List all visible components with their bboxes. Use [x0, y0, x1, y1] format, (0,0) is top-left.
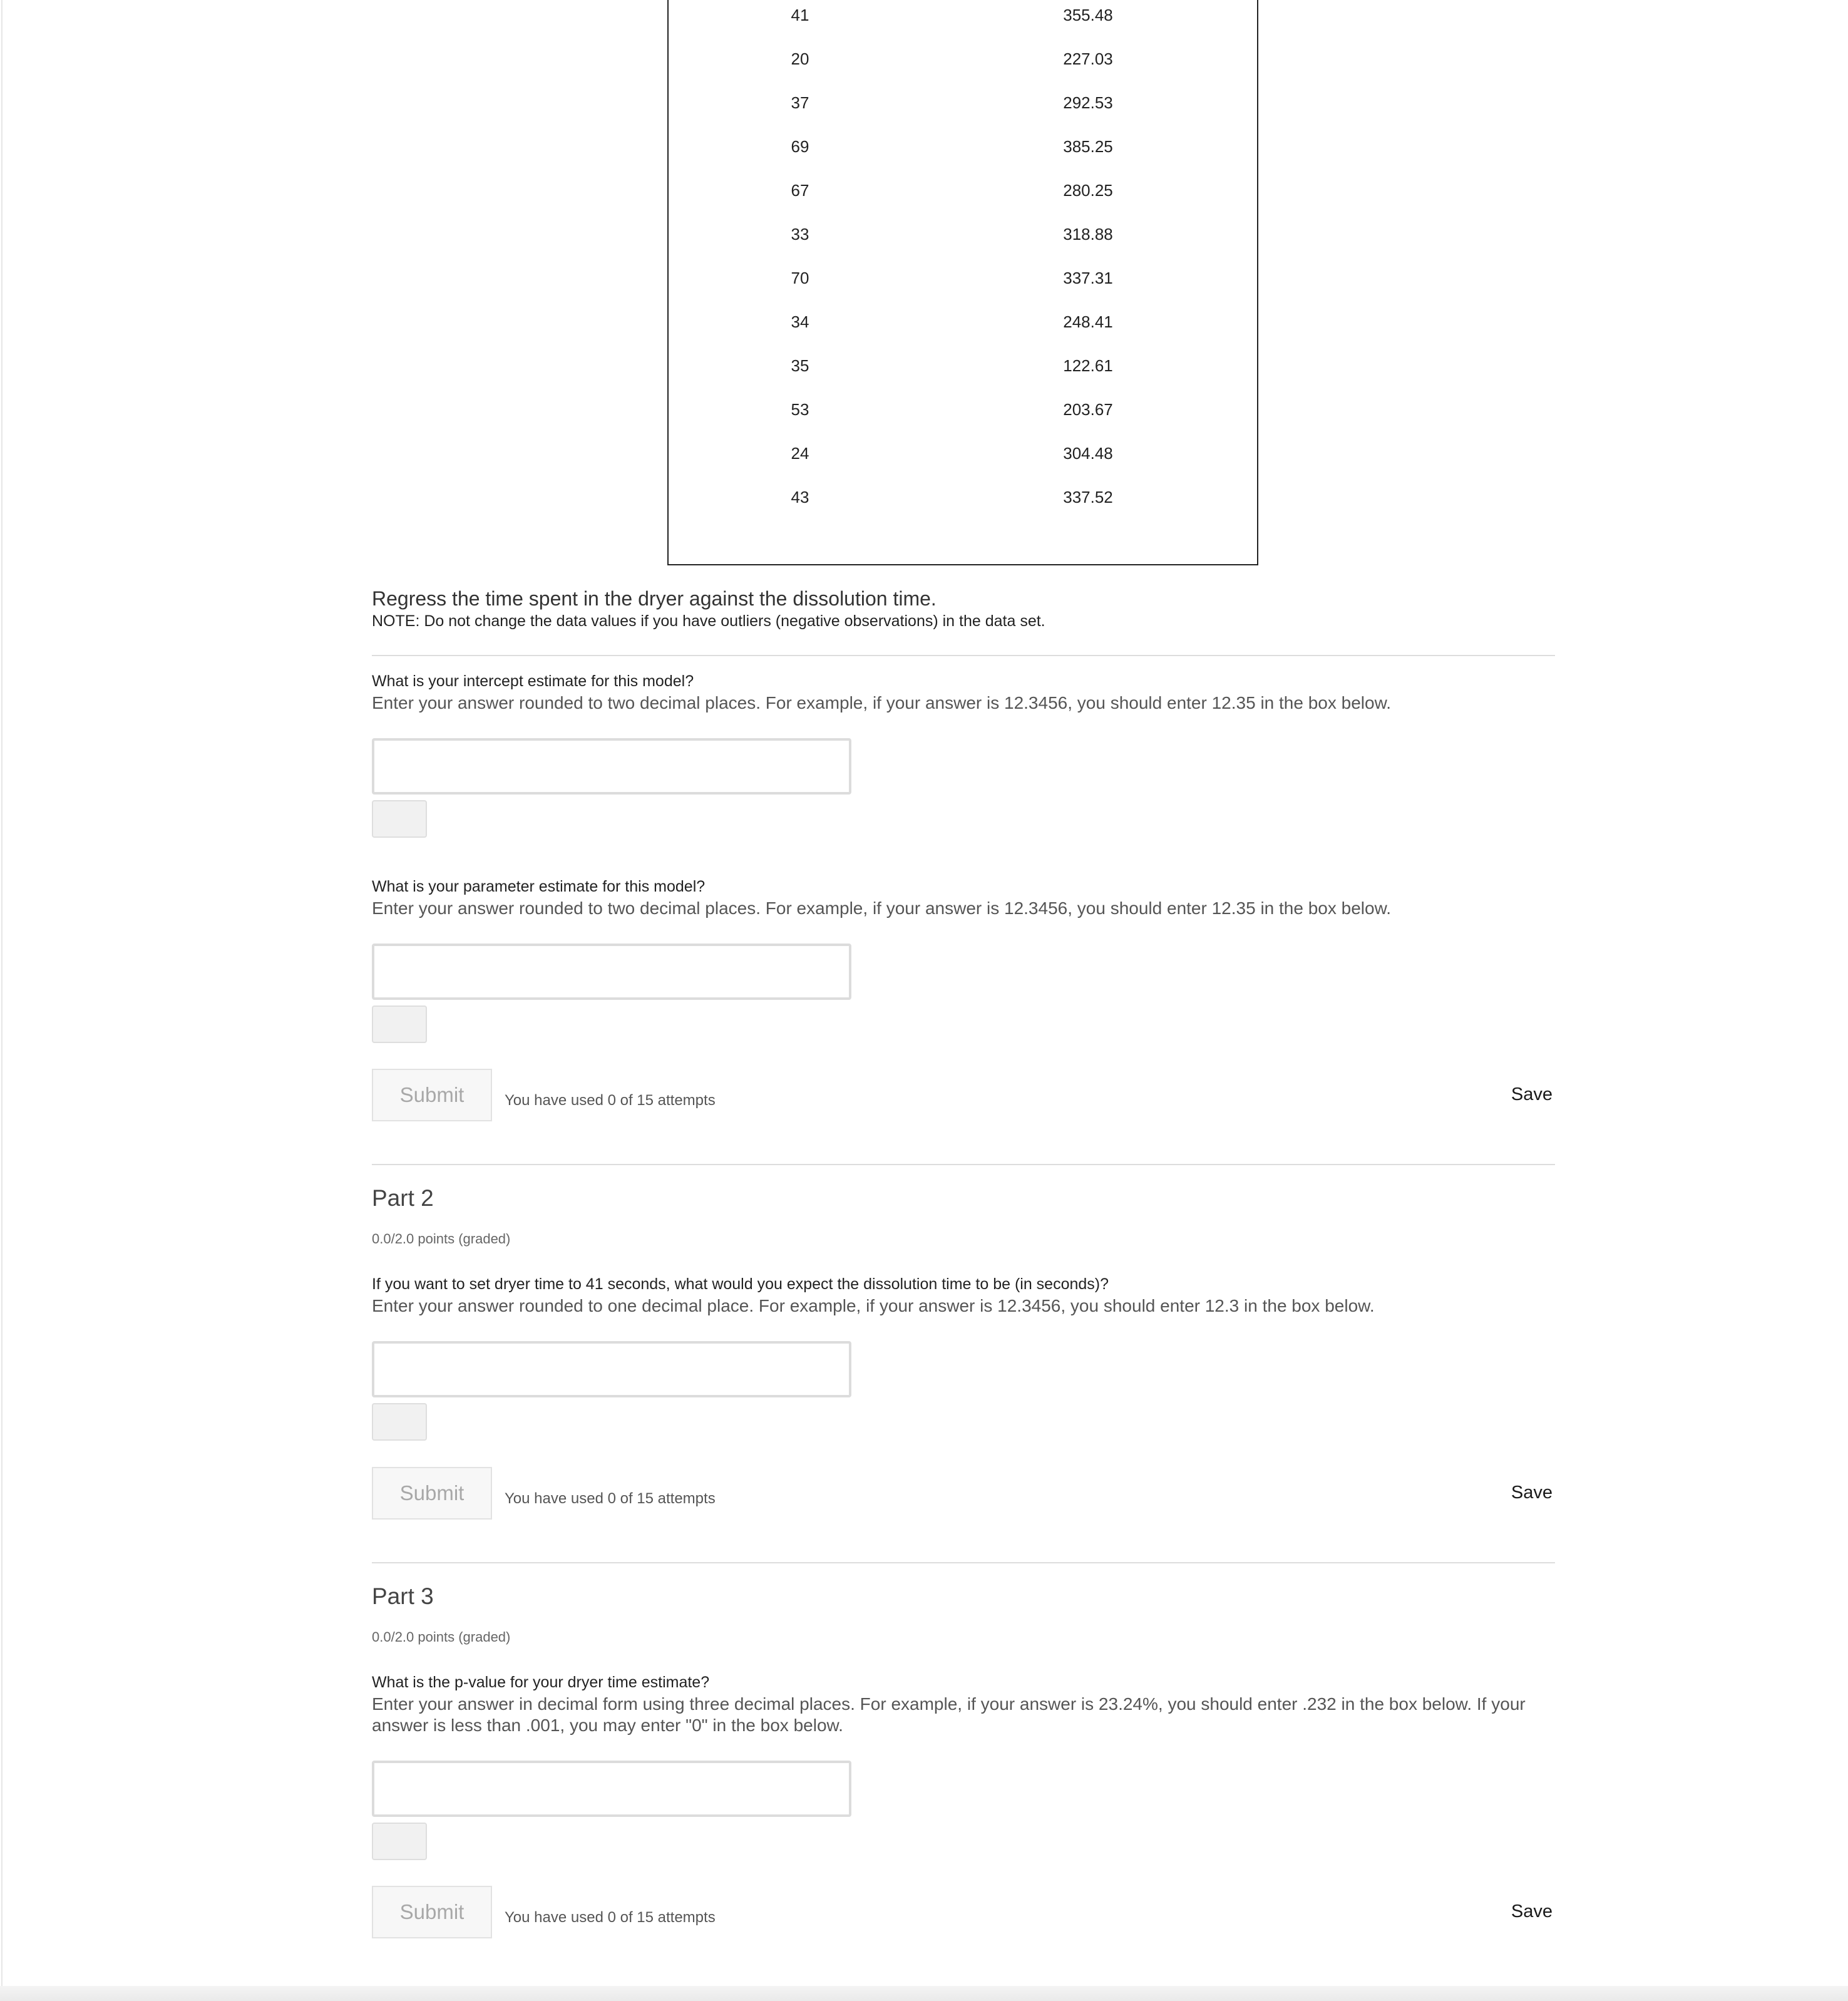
dissolution-time-cell: 203.67 — [1063, 400, 1113, 419]
problem-instruction: Regress the time spent in the dryer against the dissolution time. — [372, 587, 937, 610]
dissolution-time-cell: 304.48 — [1063, 444, 1113, 463]
dissolution-time-cell: 292.53 — [1063, 93, 1113, 112]
part-2-points: 0.0/2.0 points (graded) — [372, 1231, 511, 1247]
dryer-time-cell: 35 — [791, 356, 809, 375]
submit-button[interactable]: Submit — [372, 1467, 492, 1520]
dryer-time-cell: 33 — [791, 225, 809, 244]
p-value-question: What is the p-value for your dryer time estimate? — [372, 1674, 710, 1691]
table-row — [669, 90, 1257, 115]
dryer-time-cell: 41 — [791, 6, 809, 24]
submit-button[interactable]: Submit — [372, 1886, 492, 1938]
save-button[interactable]: Save — [1511, 1483, 1553, 1503]
dryer-time-cell: 67 — [791, 181, 809, 200]
table-row — [669, 222, 1257, 247]
part-2-title: Part 2 — [372, 1185, 434, 1211]
dryer-time-cell: 69 — [791, 137, 809, 156]
attempts-counter: You have used 0 of 15 attempts — [505, 1092, 716, 1109]
table-row — [669, 353, 1257, 378]
dissolution-time-cell: 280.25 — [1063, 181, 1113, 200]
intercept-question: What is your intercept estimate for this model? — [372, 672, 694, 690]
table-row — [669, 485, 1257, 510]
dryer-time-cell: 34 — [791, 312, 809, 331]
attempts-counter: You have used 0 of 15 attempts — [505, 1490, 716, 1507]
parameter-answer-input[interactable] — [372, 944, 851, 1000]
dryer-time-cell: 37 — [791, 93, 809, 112]
dissolution-time-cell: 337.31 — [1063, 269, 1113, 287]
dissolution-time-cell: 385.25 — [1063, 137, 1113, 156]
intercept-answer-input[interactable] — [372, 738, 851, 795]
table-row — [669, 441, 1257, 466]
attempts-counter: You have used 0 of 15 attempts — [505, 1909, 716, 1926]
bottom-bar — [0, 1986, 1848, 2001]
data-table — [667, 0, 1258, 565]
parameter-hint: Enter your answer rounded to two decimal places. For example, if your answer is 12.3456, you should enter 12.35 in the box below. — [372, 898, 1392, 918]
table-row — [669, 178, 1257, 203]
dryer-time-cell: 70 — [791, 269, 809, 287]
dryer-time-cell: 43 — [791, 488, 809, 507]
parameter-question: What is your parameter estimate for this model? — [372, 878, 706, 895]
dryer-time-cell: 24 — [791, 444, 809, 463]
table-row — [669, 265, 1257, 291]
answer-status-indicator — [372, 800, 427, 838]
part-3-points: 0.0/2.0 points (graded) — [372, 1629, 511, 1645]
problem-note: NOTE: Do not change the data values if you have outliers (negative observations) in the data set. — [372, 612, 1045, 630]
dissolution-time-cell: 227.03 — [1063, 49, 1113, 68]
p-value-answer-input[interactable] — [372, 1761, 851, 1817]
prediction-question: If you want to set dryer time to 41 seconds, what would you expect the dissolution time to be (in seconds)? — [372, 1275, 1109, 1293]
divider — [372, 1562, 1555, 1563]
prediction-answer-input[interactable] — [372, 1341, 851, 1397]
divider — [372, 1164, 1555, 1165]
answer-status-indicator — [372, 1403, 427, 1441]
submit-button[interactable]: Submit — [372, 1069, 492, 1121]
save-button[interactable]: Save — [1511, 1084, 1553, 1104]
part-3-title: Part 3 — [372, 1583, 434, 1609]
dissolution-time-cell: 355.48 — [1063, 6, 1113, 24]
dissolution-time-cell: 318.88 — [1063, 225, 1113, 244]
table-row — [669, 397, 1257, 422]
prediction-hint: Enter your answer rounded to one decimal place. For example, if your answer is 12.3456, you should enter 12.3 in the box below. — [372, 1296, 1375, 1315]
answer-status-indicator — [372, 1006, 427, 1043]
table-row — [669, 3, 1257, 28]
p-value-hint: Enter your answer in decimal form using three decimal places. For example, if your answer is 23.24%, you should enter .232 in the box below. If your answer is less than .001, you may enter "0" in the box below. — [372, 1694, 1526, 1735]
save-button[interactable]: Save — [1511, 1901, 1553, 1921]
answer-status-indicator — [372, 1823, 427, 1860]
table-row — [669, 134, 1257, 159]
dryer-time-cell: 53 — [791, 400, 809, 419]
dissolution-time-cell: 248.41 — [1063, 312, 1113, 331]
dryer-time-cell: 20 — [791, 49, 809, 68]
table-row — [669, 46, 1257, 71]
dissolution-time-cell: 337.52 — [1063, 488, 1113, 507]
dissolution-time-cell: 122.61 — [1063, 356, 1113, 375]
divider — [372, 655, 1555, 656]
table-row — [669, 309, 1257, 334]
intercept-hint: Enter your answer rounded to two decimal places. For example, if your answer is 12.3456, you should enter 12.35 in the box below. — [372, 693, 1392, 712]
